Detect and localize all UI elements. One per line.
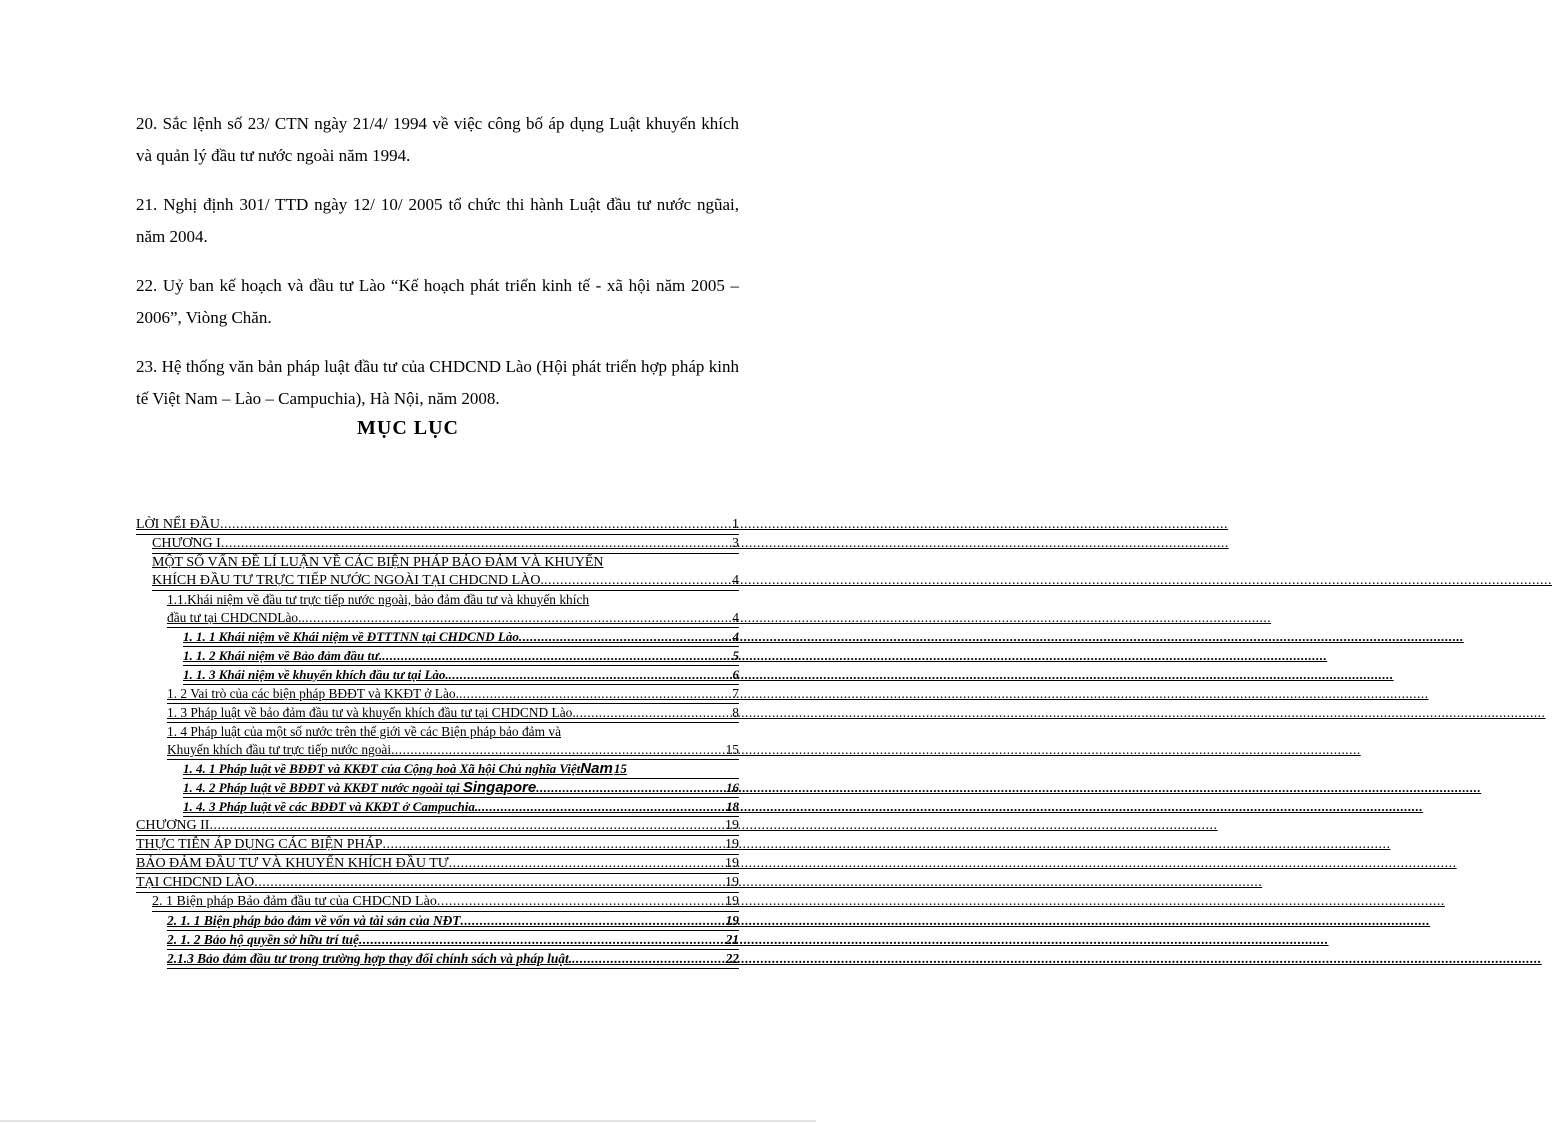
toc-entry[interactable]: MỘT SỐ VẤN ĐỀ LÍ LUẬN VỀ CÁC BIỆN PHÁP BẢO ĐẢM VÀ KHUYẾN KHÍCH ĐẦU TƯ TRỰC TIẾP NƯỚC NGOÀI TẠI CHDCND LÀO. ..... 4 (152, 554, 739, 591)
toc-entry[interactable]: 1. 3 Pháp luật về bảo đảm đầu tư và khuyến khích đầu tư tại CHDCND Lào. ..... 8 (167, 704, 739, 723)
toc-page-number: 19 (725, 875, 739, 890)
toc-entry[interactable]: CHƯƠNG I ..... 3 (152, 535, 739, 554)
toc-entry[interactable]: 1. 2 Vai trò của các biện pháp BĐĐT và KKĐT ở Lào. ..... 7 (167, 685, 739, 704)
toc-entry[interactable]: 2.1.3 Bảo đảm đầu tư trong trường hợp thay đổi chính sách và pháp luật. ..... 22 (167, 950, 739, 969)
toc-page-number: 19 (725, 818, 739, 833)
toc-page-number: 3 (732, 536, 739, 551)
toc-page-number: 4 (732, 573, 739, 588)
reference-item: 23. Hệ thống văn bản pháp luật đầu tư của CHDCND Lào (Hội phát triển hợp pháp kinh tế Việt Nam – Lào – Campuchia), Hà Nội, năm 2008. (136, 357, 739, 408)
toc-entry[interactable]: 1. 1. 1 Khái niệm về Khái niệm về ĐTTTNN tại CHDCND Lào ..... 4 (183, 628, 739, 647)
emphasized-word: Singapore (462, 779, 537, 796)
toc-page-number: 8 (732, 705, 739, 720)
toc-entry[interactable]: 1. 4. 1 Pháp luật về BĐĐT và KKĐT của Cộng hoà Xã hội Chủ nghĩa ViệtNam 15 (183, 760, 739, 779)
toc-page-number: 7 (732, 686, 739, 701)
toc-entry[interactable]: 2. 1 Biện pháp Bảo đảm đầu tư của CHDCND Lào ..... 19 (152, 893, 739, 912)
reference-item: 21. Nghị định 301/ TTD ngày 12/ 10/ 2005 tổ chức thi hành Luật đầu tư nước ngũai, năm 2004. (136, 195, 739, 246)
toc-page-number: 6 (732, 667, 739, 682)
toc-page-number: 22 (725, 951, 739, 966)
toc-entry[interactable]: BẢO ĐẢM ĐẦU TƯ VÀ KHUYẾN KHÍCH ĐẦU TƯ ..... 19 (136, 855, 739, 874)
toc-page-number: 18 (726, 799, 739, 814)
toc-page-number: 1 (732, 517, 739, 532)
toc-entry[interactable]: TẠI CHDCND LÀO ..... 19 (136, 874, 739, 893)
toc-entry[interactable]: 1. 1. 3 Khái niệm về khuyến khích đầu tư tại Lào. ..... 6 (183, 666, 739, 685)
toc-entry[interactable]: 1. 4. 2 Pháp luật về BĐĐT và KKĐT nước ngoài tại Singapore ..... 16 (183, 779, 739, 798)
toc-entry[interactable]: THỰC TIỄN ÁP DỤNG CÁC BIỆN PHÁP ..... 19 (136, 836, 739, 855)
toc-title: MỤC LỤC (357, 417, 459, 439)
toc-page-number: 19 (725, 856, 739, 871)
toc-entry[interactable]: 2. 1. 2 Bảo hộ quyền sở hữu trí tuệ ..... 21 (167, 931, 739, 950)
reference-list (136, 108, 739, 432)
toc-entry[interactable]: 1. 4. 3 Pháp luật về các BĐĐT và KKĐT ở Campuchia. ..... 18 (183, 798, 739, 817)
reference-item: 22. Uỷ ban kế hoạch và đầu tư Lào “Kế hoạch phát triển kinh tế - xã hội năm 2005 – 2006”, Viòng Chăn. (136, 276, 739, 327)
toc-entry[interactable]: 2. 1. 1 Biện pháp bảo đảm về vốn và tài sản của NĐT ..... 19 (167, 912, 739, 931)
toc-page-number: 5 (732, 648, 739, 663)
toc-page-number: 19 (725, 894, 739, 909)
toc-entry[interactable]: 1. 1. 2 Khái niệm về Bảo đảm đầu tư. ..... 5 (183, 647, 739, 666)
reference-item: 20. Sắc lệnh số 23/ CTN ngày 21/4/ 1994 về việc công bố áp dụng Luật khuyến khích và quản lý đầu tư nước ngoài năm 1994. (136, 114, 739, 165)
toc-page-number: 21 (725, 932, 739, 947)
page-edge-divider (0, 1120, 816, 1122)
table-of-contents (136, 516, 739, 969)
toc-entry[interactable]: LỜI NỂI ĐẦU ..... 1 (136, 516, 739, 535)
toc-page-number: 15 (725, 742, 739, 757)
toc-page-number: 19 (725, 913, 739, 928)
toc-page-number: 19 (725, 837, 739, 852)
toc-entry[interactable]: 1. 4 Pháp luật của một số nước trên thế giới về các Biện pháp bảo đảm và Khuyến khích đầu tư trực tiếp nước ngoài ..... 15 (167, 723, 739, 760)
toc-entry[interactable]: 1.1.Khái niệm về đầu tư trực tiếp nước ngoài, bảo đảm đầu tư và khuyến khích đầu tư tại CHDCNDLào. ..... 4 (167, 591, 739, 628)
toc-page-number: 4 (732, 629, 739, 644)
toc-page-number: 16 (726, 780, 739, 795)
toc-page-number: 4 (732, 610, 739, 625)
toc-entry[interactable]: CHƯƠNG II ..... 19 (136, 817, 739, 836)
toc-page-number: 15 (613, 761, 627, 776)
emphasized-word: Nam (580, 760, 613, 777)
